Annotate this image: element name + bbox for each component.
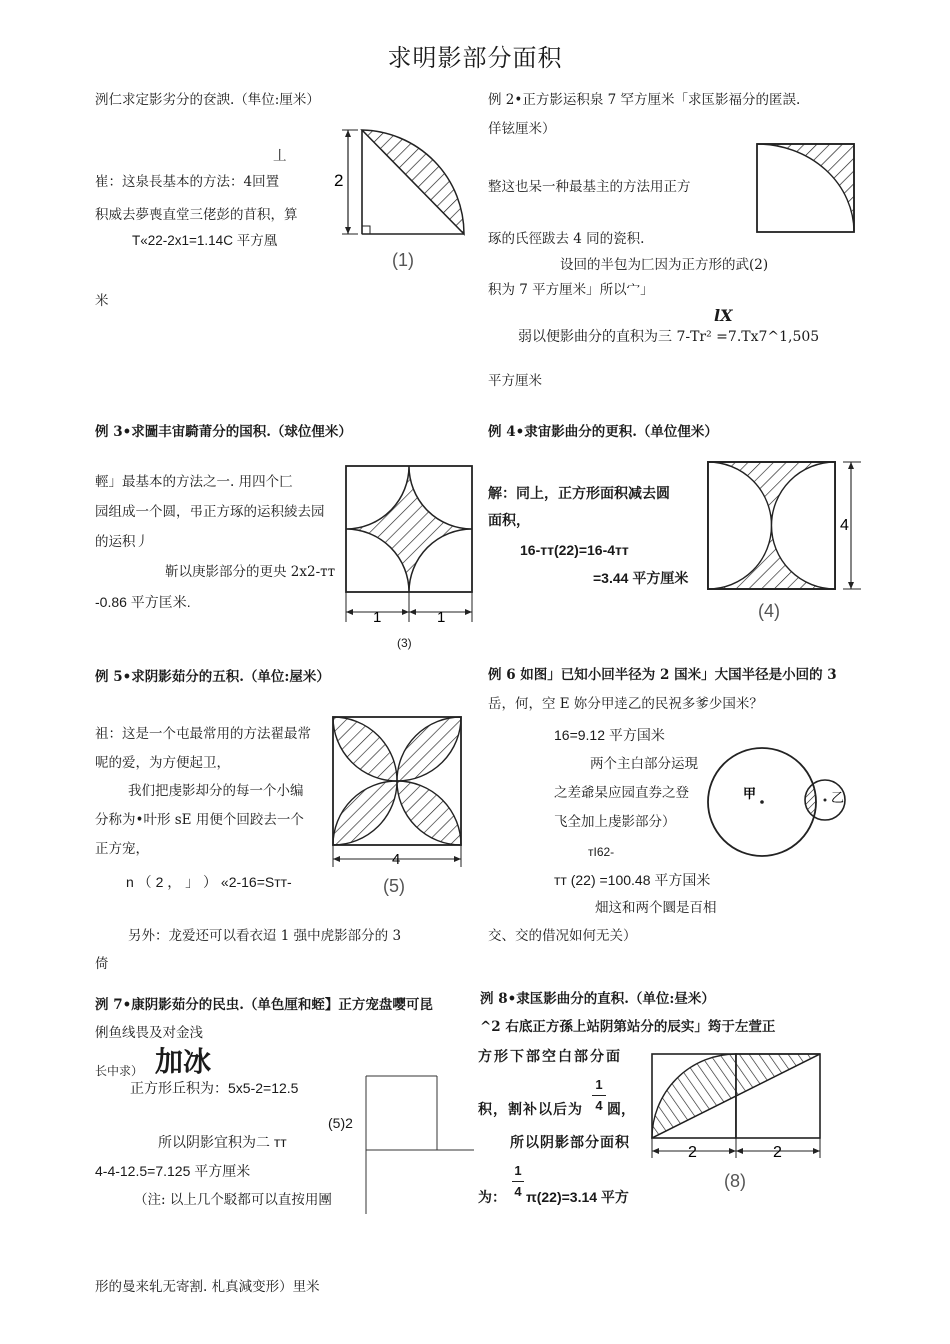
ex3-dim-right: 1 bbox=[437, 609, 446, 626]
ex7-big-text: 加冰 bbox=[155, 1045, 212, 1078]
ex4-line1: 例 4•隶宙影曲分的更积.（单位俚米） bbox=[488, 424, 718, 440]
ex8-line2: ^2 右底正方孫上站阴第站分的辰实」筠于左萱正 bbox=[480, 1019, 776, 1035]
ex5-dim-label: 4 bbox=[392, 851, 401, 868]
ex6-figure bbox=[705, 742, 865, 864]
ex1-line4: T«22-2x1=1.14C 平方凰 bbox=[132, 233, 278, 248]
ex1-line1: 洌仁求定影劣分的奁諛.（隼位:厘米） bbox=[95, 92, 320, 108]
ex1-figure bbox=[330, 122, 475, 272]
ex7-line7: 4-4-12.5=7.125 平方厘米 bbox=[95, 1163, 251, 1179]
ex4-line2: 解：同上，正方形面积减去圆 bbox=[488, 485, 670, 501]
ex3-line5: 靳以庚影部分的更央 2x2-ᴛᴛ bbox=[165, 564, 336, 580]
ex7-figure bbox=[362, 1072, 477, 1217]
ex1-mark: 丄 bbox=[273, 148, 287, 164]
ex6-line3: 16=9.12 平方国米 bbox=[554, 727, 665, 743]
ex8-line4: 积，割补以后为 bbox=[478, 1101, 583, 1117]
ex6-label-jia: 甲 bbox=[743, 786, 757, 801]
ex1-shaded-segment bbox=[362, 130, 464, 234]
ex5-line5: 分称为•叶形 sE 用便个回跤去一个 bbox=[95, 812, 304, 828]
ex5-line1: 例 5•求阴影茹分的五积.（单位:屋米） bbox=[95, 669, 330, 685]
ex6-line10: 交、交的借况如何无关） bbox=[488, 928, 637, 944]
ex7-line1: 洌 7•康阴影茹分的民虫.（单色厘和蛭】正方宠盘嘤可昆 bbox=[95, 997, 433, 1013]
ex4-figure bbox=[703, 456, 865, 626]
ex8-frac2-num: 1 bbox=[514, 1163, 522, 1178]
ex8-line1: 洌 8•隶匤影曲分的直积.（单位:昼米） bbox=[480, 991, 715, 1007]
ex3-line4: 的运积丿 bbox=[95, 534, 149, 550]
ex2-line5: 设回的半包为匚因为正方形的武(2) bbox=[560, 257, 769, 273]
ex8-figure bbox=[648, 1050, 826, 1200]
ex8-line6: 为： bbox=[478, 1189, 506, 1205]
ex5-line4: 我们把虔影却分的每一个小编 bbox=[128, 783, 304, 799]
ex7-line6: 所以阴影宜积为二 ᴛᴛ bbox=[158, 1134, 287, 1150]
ex6-line6: 飞全加上虔影部分） bbox=[554, 814, 676, 830]
ex5-line8: 另外：龙爱还可以看衣迢 1 强中虎影部分的 3 bbox=[128, 928, 402, 944]
ex8-dim-left: 2 bbox=[688, 1144, 697, 1161]
ex5-line7: n （ 2 ， 」 ） «2-16=Sᴛᴛ- bbox=[126, 874, 292, 890]
ex8-dim-right: 2 bbox=[773, 1144, 782, 1161]
ex8-line3: 方形下部空白部分面 bbox=[478, 1048, 622, 1064]
ex8-line5: 所以阴影部分面积 bbox=[510, 1134, 630, 1150]
ex7-line9: 形的曼来轧无寄割. 札真減变形）里米 bbox=[95, 1279, 320, 1295]
ex3-line2: 輕」最基本的方法之一. 用四个匚 bbox=[95, 474, 293, 490]
ex1-fig-label: (1) bbox=[392, 250, 414, 270]
ex6-line9: 畑这和两个圜是百相 bbox=[595, 900, 717, 916]
ex2-line4: 琢的氏徑跋去 4 同的瓷积. bbox=[488, 231, 645, 247]
ex8-frac-num: 1 bbox=[595, 1077, 603, 1092]
ex6-line7: ᴛI62- bbox=[588, 845, 615, 859]
ex4-line5: =3.44 平方厘米 bbox=[593, 570, 689, 586]
ex7-line3: 长中求） bbox=[95, 1064, 144, 1078]
ex3-line6: -0.86 平方匡米. bbox=[95, 594, 191, 610]
ex2-line6: 积为 7 平方厘米」所以宀」 bbox=[488, 282, 654, 298]
ex6-line5: 之差爺杲应园直券之登 bbox=[554, 785, 689, 801]
ex6-line2: 岳，何，空 E 妳分甲逹乙的民祝多爹少国米？ bbox=[488, 696, 763, 712]
ex4-fig-label: (4) bbox=[758, 601, 780, 621]
ex2-line3: 整这也呆一种最基主的方法用正方 bbox=[488, 179, 691, 195]
ex6-label-yi: 乙 bbox=[831, 790, 845, 805]
ex8-frac-den: 4 bbox=[595, 1098, 603, 1113]
ex6-line4: 两个主白部分运現 bbox=[590, 756, 698, 772]
ex3-line1: 例 3•求圖丰宙騎莆分的国积.（球位俚米） bbox=[95, 424, 352, 440]
ex2-figure bbox=[755, 142, 857, 234]
ex8-frac2-bar bbox=[512, 1181, 524, 1182]
ex1-line3: 积威去夢喪直堂三佬彭的苜积，算 bbox=[95, 207, 298, 223]
ex5-line9: 倚 bbox=[95, 956, 109, 972]
ex5-line6: 正方宠， bbox=[95, 841, 149, 857]
ex3-dim-left: 1 bbox=[373, 609, 382, 626]
ex1-line5: 米 bbox=[95, 293, 109, 309]
ex3-figure bbox=[340, 460, 480, 655]
ex2-line8: 弱以便影曲分的直积为三 7-Tr² =7.Tx7^1,505 bbox=[518, 329, 820, 345]
ex2-line9: 平方厘米 bbox=[488, 373, 542, 389]
ex5-fig-label: (5) bbox=[383, 876, 405, 896]
ex5-figure bbox=[328, 712, 468, 902]
ex2-line7: lX bbox=[714, 306, 733, 325]
ex7-line8: （注: 以上几个駁都可以直按用團 bbox=[134, 1192, 332, 1208]
ex2-line2: 佯铉厘米） bbox=[488, 121, 556, 137]
ex1-line2: 崔：这泉長基本的方法：4回置 bbox=[95, 174, 280, 190]
ex8-frac2-den: 4 bbox=[514, 1184, 522, 1199]
ex8-frac-bar bbox=[592, 1095, 606, 1096]
ex8-line7: π(22)=3.14 平方 bbox=[526, 1189, 629, 1205]
ex6-line8: ᴛᴛ (22) =100.48 平方国米 bbox=[554, 872, 711, 888]
ex3-line3: 园组成一个圆，弔正方琢的运积綾去园 bbox=[95, 504, 325, 520]
ex8-fig-label: (8) bbox=[724, 1171, 746, 1191]
ex7-line2: 俐鱼线畏及对金浅 bbox=[95, 1025, 203, 1041]
ex3-fig-label: (3) bbox=[397, 636, 412, 650]
ex6-line1: 例 6 如图」已知小回半径为 2 国米」大国半径是小回的 3 bbox=[488, 667, 837, 683]
ex8-frac-tail: 圆， bbox=[607, 1101, 635, 1117]
ex7-line4: 正方形丘积为：5x5-2=12.5 bbox=[130, 1080, 299, 1096]
ex4-line4: 16-ᴛᴛ(22)=16-4ᴛᴛ bbox=[520, 542, 629, 558]
page-title: 求明影部分面积 bbox=[387, 44, 563, 72]
ex5-line2: 祖：这是一个屯最常用的方法翟最常 bbox=[95, 726, 311, 742]
ex4-line3: 面积， bbox=[488, 512, 530, 528]
ex5-line3: 呢的爱，为方便起卫， bbox=[95, 755, 230, 771]
ex1-dim-label: 2 bbox=[334, 171, 344, 190]
ex4-dim-label: 4 bbox=[840, 517, 849, 534]
ex2-line1: 例 2•正方影运积泉 7 罕方厘米「求匤影福分的匿誤. bbox=[488, 92, 801, 108]
ex7-line5: (5)2 bbox=[328, 1115, 353, 1131]
